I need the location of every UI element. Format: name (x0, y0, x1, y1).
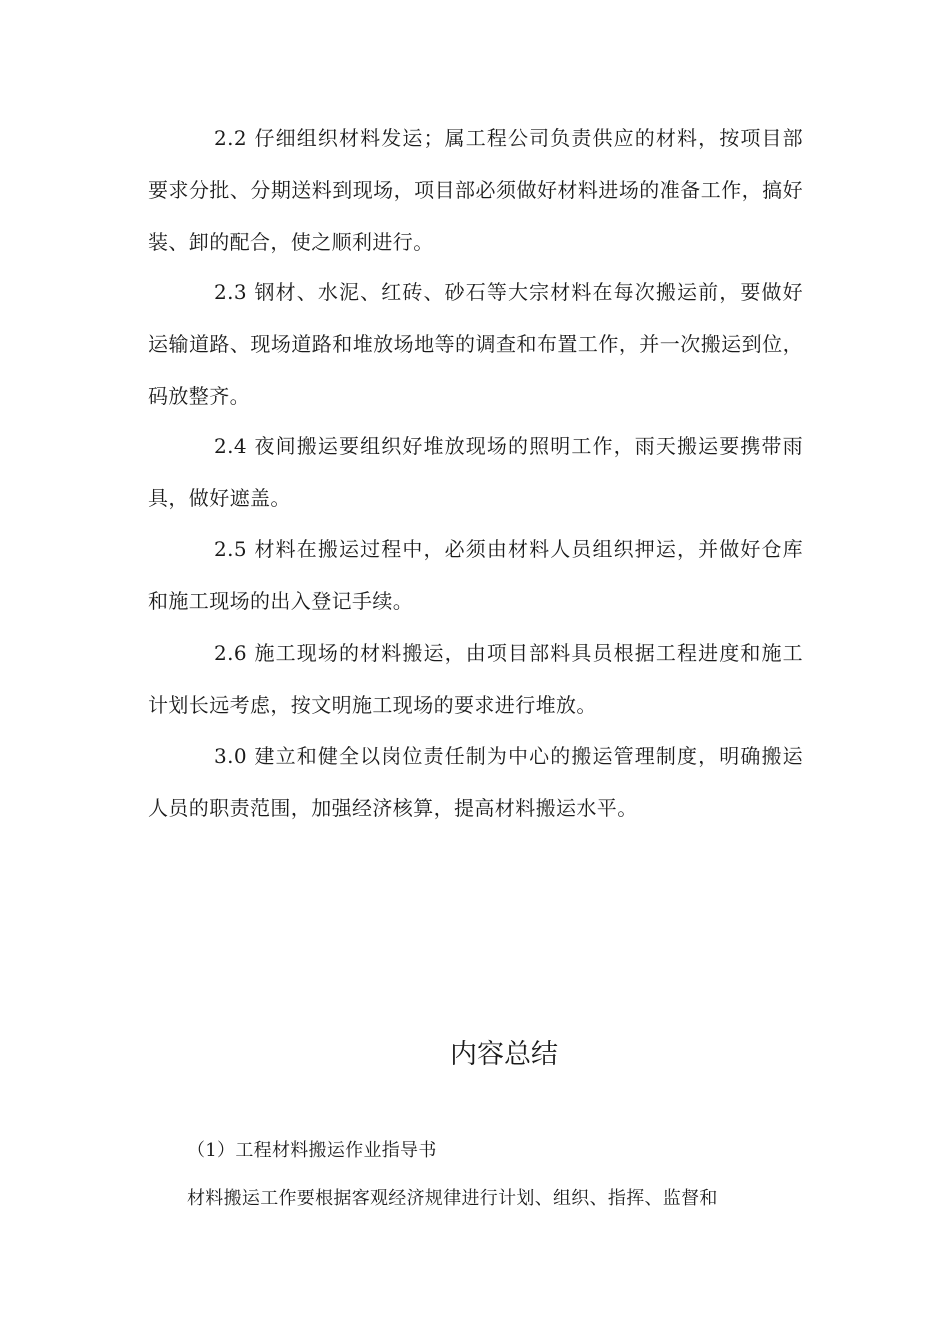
body-paragraph-3-0: 3.0 建立和健全以岗位责任制为中心的搬运管理制度，明确搬运人员的职责范围，加强经济核算，提高材料搬运水平。 (148, 744, 803, 820)
summary-text: 材料搬运工作要根据客观经济规律进行计划、组织、指挥、监督和 (187, 1188, 718, 1209)
body-paragraph-2-2: 2.2 仔细组织材料发运；属工程公司负责供应的材料，按项目部要求分批、分期送料到现场，项目部必须做好材料进场的准备工作，搞好装、卸的配合，使之顺利进行。 (148, 126, 803, 254)
body-paragraph-2-5: 2.5 材料在搬运过程中，必须由材料人员组织押运，并做好仓库和施工现场的出入登记手续。 (148, 537, 803, 613)
summary-title: 内容总结 (450, 1039, 558, 1070)
body-paragraph-2-6: 2.6 施工现场的材料搬运，由项目部料具员根据工程进度和施工计划长远考虑，按文明施工现场的要求进行堆放。 (148, 641, 803, 717)
body-paragraph-2-4: 2.4 夜间搬运要组织好堆放现场的照明工作，雨天搬运要携带雨具，做好遮盖。 (148, 434, 803, 510)
body-paragraph-2-3: 2.3 钢材、水泥、红砖、砂石等大宗材料在每次搬运前，要做好运输道路、现场道路和堆放场地等的调查和布置工作，并一次搬运到位，码放整齐。 (148, 280, 803, 408)
summary-item: （1）工程材料搬运作业指导书 (187, 1140, 437, 1161)
